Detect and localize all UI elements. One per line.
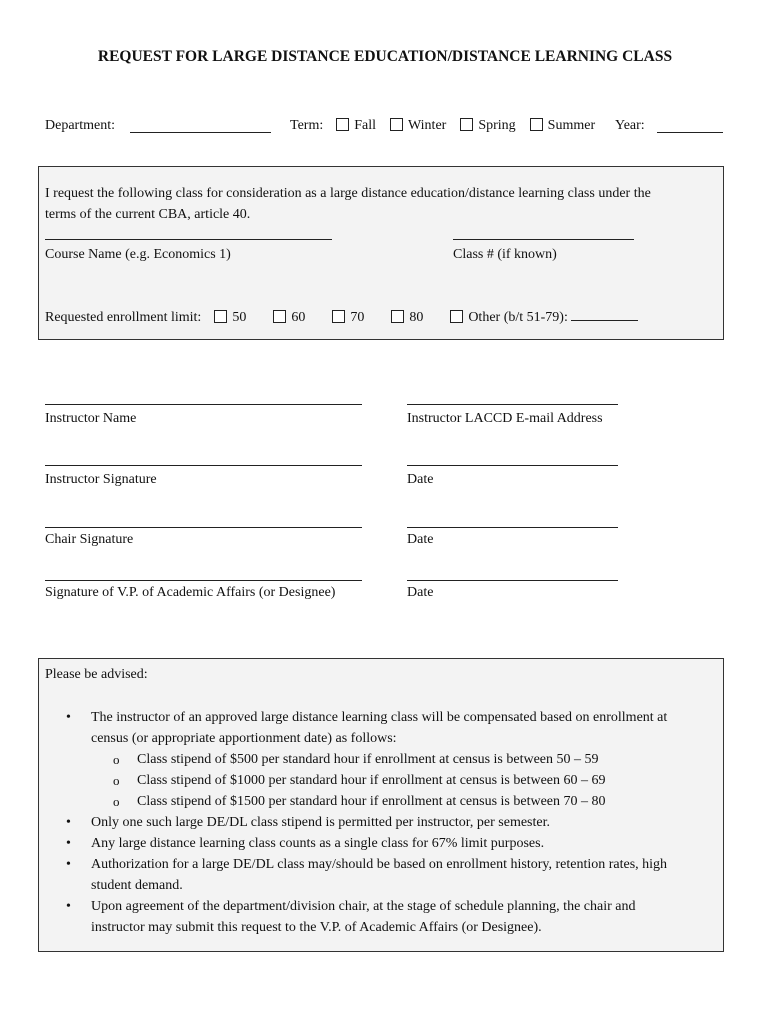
term-spring-checkbox[interactable]	[460, 118, 473, 131]
term-winter-checkbox[interactable]	[390, 118, 403, 131]
department-label: Department:	[45, 118, 115, 133]
vp-signature-line[interactable]	[45, 580, 362, 581]
advisory-box	[38, 658, 724, 952]
instructor-signature-label: Instructor Signature	[45, 472, 157, 487]
bullet-icon: •	[66, 899, 71, 914]
term-fall-label: Fall	[354, 118, 377, 133]
enrollment-70-label: 70	[350, 310, 365, 325]
vp-signature-label: Signature of V.P. of Academic Affairs (or Designee)	[45, 585, 336, 600]
chair-date-label: Date	[407, 532, 434, 547]
page-title: REQUEST FOR LARGE DISTANCE EDUCATION/DISTANCE LEARNING CLASS	[97, 48, 673, 65]
term-summer-checkbox[interactable]	[530, 118, 543, 131]
bullet-icon: •	[66, 815, 71, 830]
chair-signature-label: Chair Signature	[45, 532, 134, 547]
enrollment-80-checkbox[interactable]	[391, 310, 404, 323]
advisory-heading: Please be advised:	[45, 667, 148, 682]
bullet-icon: •	[66, 836, 71, 851]
course-name-field[interactable]	[45, 239, 332, 240]
sub-bullet-icon: o	[113, 794, 120, 809]
instructor-name-label: Instructor Name	[45, 411, 137, 426]
vp-date-line[interactable]	[407, 580, 618, 581]
class-number-label: Class # (if known)	[453, 247, 557, 262]
list-item: • The instructor of an approved large distance learning class will be compensated based on enrollment at census (or appropriate apportionment date) as follows: o Class stipend of $500 per standard hour if enrollment at census is between 50 – 59 o Class stipend of $1000 per standard hour if enrollment at census is between 60 – 69 o Class stipend of $1500 per standard hour if enrollment at census is between 70 – 80	[39, 707, 723, 812]
term-winter-label: Winter	[408, 118, 447, 133]
enrollment-label: Requested enrollment limit:	[45, 310, 202, 325]
term-group	[290, 118, 595, 134]
list-item: • Any large distance learning class counts as a single class for 67% limit purposes.	[39, 833, 723, 854]
request-intro-line-2: terms of the current CBA, article 40.	[45, 207, 251, 222]
advisory-list	[39, 707, 723, 938]
enrollment-50-checkbox[interactable]	[214, 310, 227, 323]
chair-signature-line[interactable]	[45, 527, 362, 528]
department-field[interactable]	[130, 132, 271, 133]
enrollment-50-label: 50	[232, 310, 247, 325]
instructor-signature-line[interactable]	[45, 465, 362, 466]
enrollment-70-checkbox[interactable]	[332, 310, 345, 323]
enrollment-other-label: Other (b/t 51-79):	[468, 310, 568, 325]
sub-bullet-icon: o	[113, 773, 120, 788]
enrollment-60-checkbox[interactable]	[273, 310, 286, 323]
enrollment-80-label: 80	[409, 310, 424, 325]
list-item: • Upon agreement of the department/division chair, at the stage of schedule planning, the chair and instructor may submit this request to the V.P. of Academic Affairs (or Designee).	[39, 896, 723, 938]
vp-date-label: Date	[407, 585, 434, 600]
list-item: • Only one such large DE/DL class stipend is permitted per instructor, per semester.	[39, 812, 723, 833]
instructor-email-label: Instructor LACCD E-mail Address	[407, 411, 603, 426]
enrollment-other-field[interactable]	[571, 308, 638, 321]
instructor-email-line[interactable]	[407, 404, 618, 405]
instructor-name-line[interactable]	[45, 404, 362, 405]
list-item: • Authorization for a large DE/DL class may/should be based on enrollment history, retention rates, high student demand.	[39, 854, 723, 896]
enrollment-60-label: 60	[291, 310, 306, 325]
course-name-label: Course Name (e.g. Economics 1)	[45, 247, 231, 262]
request-intro-line-1: I request the following class for consideration as a large distance education/distance learning class under the	[45, 186, 651, 201]
chair-date-line[interactable]	[407, 527, 618, 528]
term-spring-label: Spring	[478, 118, 516, 133]
list-item: o Class stipend of $500 per standard hour if enrollment at census is between 50 – 59	[91, 749, 723, 770]
sub-bullet-icon: o	[113, 752, 120, 767]
class-number-field[interactable]	[453, 239, 634, 240]
list-item: o Class stipend of $1500 per standard hour if enrollment at census is between 70 – 80	[91, 791, 723, 812]
stipend-list	[91, 749, 723, 812]
year-field[interactable]	[657, 132, 723, 133]
enrollment-other-checkbox[interactable]	[450, 310, 463, 323]
term-label: Term:	[290, 118, 324, 133]
request-box	[38, 166, 724, 340]
enrollment-row	[45, 308, 638, 326]
bullet-icon: •	[66, 857, 71, 872]
list-item: o Class stipend of $1000 per standard hour if enrollment at census is between 60 – 69	[91, 770, 723, 791]
bullet-icon: •	[66, 710, 71, 725]
term-summer-label: Summer	[547, 118, 596, 133]
term-fall-checkbox[interactable]	[336, 118, 349, 131]
instructor-date-label: Date	[407, 472, 434, 487]
year-label: Year:	[615, 118, 645, 133]
instructor-date-line[interactable]	[407, 465, 618, 466]
